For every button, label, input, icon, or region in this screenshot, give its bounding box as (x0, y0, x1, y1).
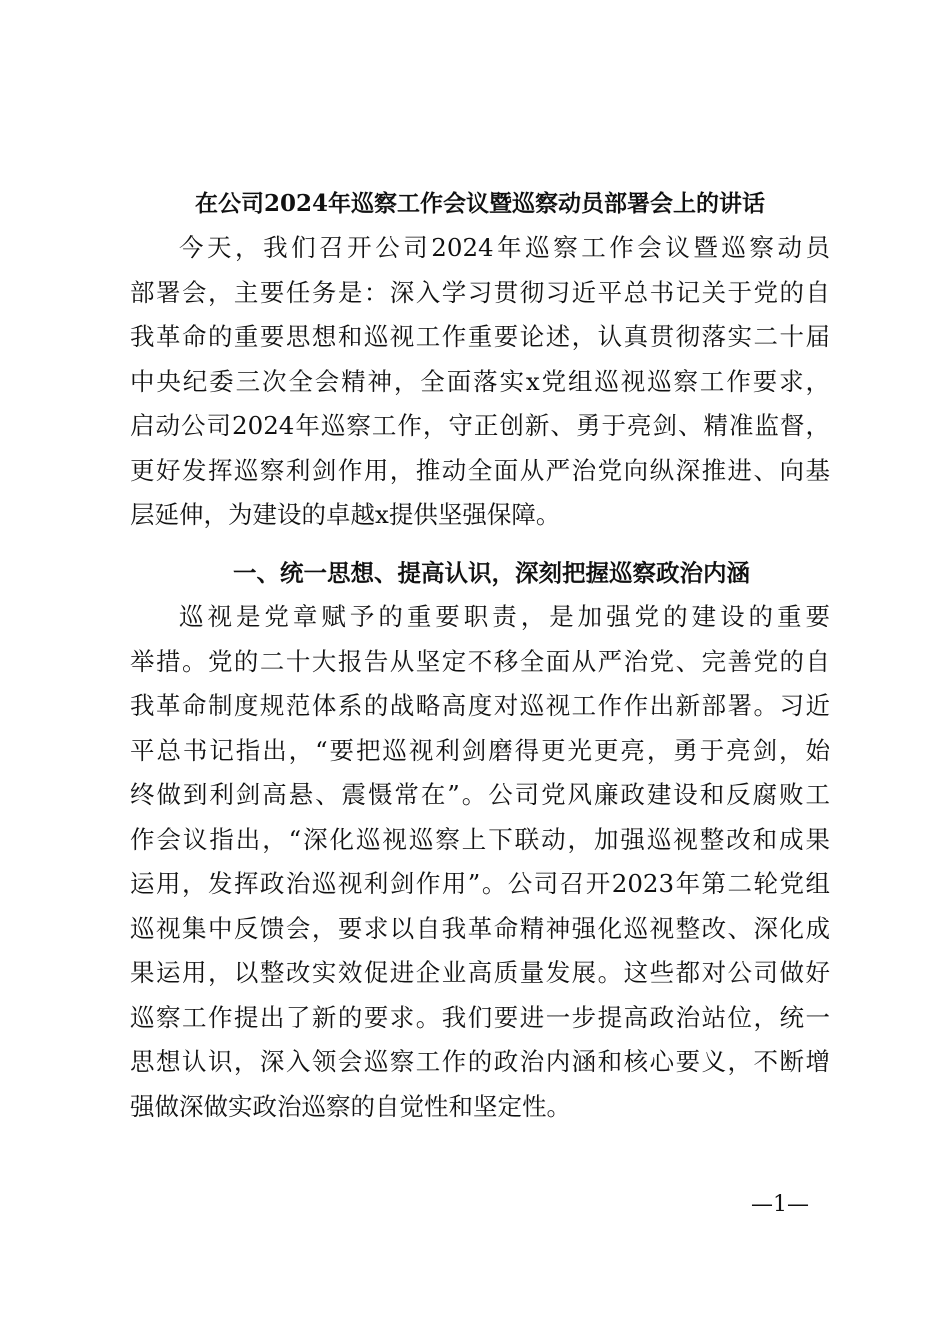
paragraph-line: 启动公司2024年巡察工作，守正创新、勇于亮剑、精准监督， (130, 411, 830, 440)
paragraph-line: 作会议指出，“深化巡视巡察上下联动，加强巡视整改和成果 (130, 824, 830, 854)
paragraph-line: 我革命的重要思想和巡视工作重要论述，认真贯彻落实二十届 (130, 322, 830, 351)
paragraph-line: 层延伸，为建设的卓越x提供坚强保障。 (130, 500, 561, 529)
section-paragraph (130, 595, 830, 1129)
paragraph-line: 平总书记指出，“要把巡视利剑磨得更光更亮，勇于亮剑，始 (130, 735, 830, 765)
paragraph-line: 思想认识，深入领会巡察工作的政治内涵和核心要义，不断增 (130, 1047, 830, 1076)
page-number: —1— (751, 1192, 809, 1217)
paragraph-line: 中央纪委三次全会精神，全面落实x党组巡视巡察工作要求， (130, 366, 830, 396)
paragraph-line: 终做到利剑高悬、震慑常在”。公司党风廉政建设和反腐败工 (130, 780, 830, 809)
document-title: 在公司2024年巡察工作会议暨巡察动员部署会上的讲话 (194, 190, 765, 217)
paragraph-line: 部署会，主要任务是：深入学习贯彻习近平总书记关于党的自 (130, 277, 830, 307)
paragraph-line: 巡察工作提出了新的要求。我们要进一步提高政治站位，统一 (130, 1002, 830, 1032)
paragraph-line: 巡视是党章赋予的重要职责，是加强党的建设的重要 (179, 602, 830, 631)
paragraph-line: 我革命制度规范体系的战略高度对巡视工作作出新部署。习近 (130, 691, 830, 720)
paragraph-line: 巡视集中反馈会，要求以自我革命精神强化巡视整改、深化成 (130, 913, 830, 943)
paragraph-line: 果运用，以整改实效促进企业高质量发展。这些都对公司做好 (130, 958, 830, 987)
paragraph-line: 今天，我们召开公司2024年巡察工作会议暨巡察动员 (179, 233, 830, 262)
paragraph-line: 运用，发挥政治巡视利剑作用”。公司召开2023年第二轮党组 (130, 869, 830, 898)
intro-paragraph (130, 226, 830, 538)
paragraph-line: 强做深做实政治巡察的自觉性和坚定性。 (130, 1091, 571, 1121)
paragraph-line: 更好发挥巡察利剑作用，推动全面从严治党向纵深推进、向基 (130, 455, 830, 485)
section-heading: 一、统一思想、提高认识，深刻把握巡察政治内涵 (233, 559, 750, 587)
paragraph-line: 举措。党的二十大报告从坚定不移全面从严治党、完善党的自 (130, 646, 830, 676)
